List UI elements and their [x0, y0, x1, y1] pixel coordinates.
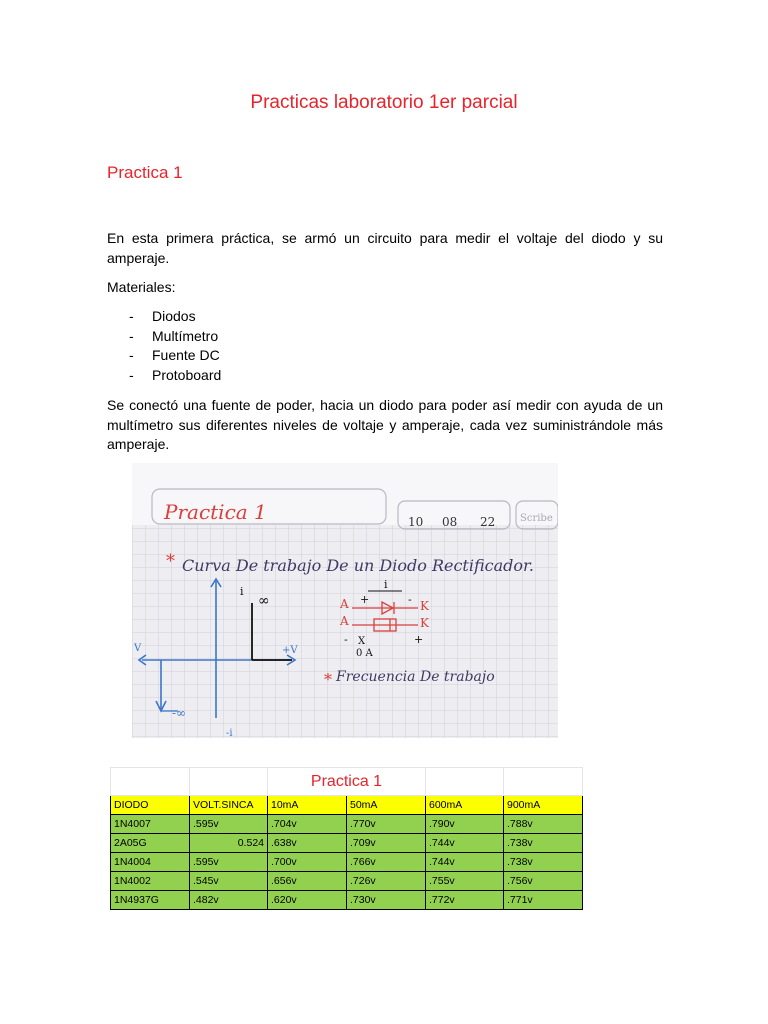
- photo-date-day: 10: [408, 515, 424, 529]
- table-cell: 2A05G: [111, 834, 190, 853]
- photo-star-icon: *: [166, 551, 175, 572]
- photo-label-inf-bottom: -∞: [172, 706, 187, 720]
- table-cell: .770v: [347, 815, 426, 834]
- circuit-i: i: [384, 578, 388, 591]
- table-cell: .788v: [504, 815, 583, 834]
- photo-stamp: Scribe: [520, 513, 553, 524]
- circuit-x: X: [358, 636, 366, 647]
- circuit-plus2: +: [414, 633, 424, 646]
- photo-line1: Curva De trabajo De un Diodo Rectificador.: [182, 556, 534, 575]
- results-table: [110, 767, 583, 910]
- photo-date-month: 08: [442, 515, 458, 529]
- notebook-photo: [132, 463, 558, 738]
- table-cell: .595v: [190, 853, 268, 872]
- table-row: [111, 815, 583, 834]
- table-row: [111, 872, 583, 891]
- intro-paragraph: En esta primera práctica, se armó un circuito para medir el voltaje del diodo y su amperaje.: [107, 230, 663, 266]
- table-cell: .790v: [426, 815, 504, 834]
- column-header: 600mA: [426, 796, 504, 815]
- table-cell: .656v: [268, 872, 347, 891]
- column-header: 10mA: [268, 796, 347, 815]
- photo-label-inf-top: ∞: [258, 593, 270, 609]
- photo-label-v-right: +V: [282, 645, 298, 656]
- table-cell: .638v: [268, 834, 347, 853]
- table-cell: .482v: [190, 891, 268, 910]
- circuit-zero-a: 0 A: [356, 648, 373, 659]
- table-cell: .620v: [268, 891, 347, 910]
- table-cell: .771v: [504, 891, 583, 910]
- table-cell: .709v: [347, 834, 426, 853]
- section-heading: Practica 1: [107, 163, 183, 182]
- list-item: - Fuente DC: [129, 347, 220, 363]
- photo-label-i-bottom: -i: [226, 728, 233, 738]
- circuit-plus: +: [360, 593, 370, 606]
- table-cell: 1N4002: [111, 872, 190, 891]
- circuit-k2: K: [420, 616, 429, 630]
- photo-header-text: Practica 1: [164, 500, 267, 524]
- table-row: [111, 853, 583, 872]
- circuit-k1: K: [420, 599, 429, 613]
- table-row: [111, 834, 583, 853]
- procedure-paragraph: Se conectó una fuente de poder, hacia un diodo para poder así medir con ayuda de un multímetro sus diferentes niveles de voltaje y amperaje, cada vez suministrándole más amperaje.: [107, 397, 663, 452]
- table-cell: 1N4007: [111, 815, 190, 834]
- table-cell: .756v: [504, 872, 583, 891]
- table-cell: .744v: [426, 834, 504, 853]
- table-header-row: [111, 796, 583, 815]
- table-title-row: [111, 768, 583, 796]
- circuit-minus2: -: [344, 633, 348, 646]
- table-row: [111, 891, 583, 910]
- column-header: VOLT.SINCA: [190, 796, 268, 815]
- circuit-a2: A: [340, 614, 349, 628]
- table-cell: .726v: [347, 872, 426, 891]
- column-header: 50mA: [347, 796, 426, 815]
- table-title: Practica 1: [268, 768, 426, 796]
- table-cell: .772v: [426, 891, 504, 910]
- materials-list: [107, 307, 221, 385]
- circuit-minus: -: [408, 593, 412, 606]
- table-cell: .738v: [504, 853, 583, 872]
- table-cell: .545v: [190, 872, 268, 891]
- list-item: - Diodos: [129, 308, 196, 324]
- table-cell: .738v: [504, 834, 583, 853]
- table-cell: .730v: [347, 891, 426, 910]
- table-cell: .595v: [190, 815, 268, 834]
- table-cell: 1N4004: [111, 853, 190, 872]
- materials-label: Materiales:: [107, 279, 176, 295]
- column-header: 900mA: [504, 796, 583, 815]
- photo-line2: Frecuencia De trabajo: [336, 669, 495, 685]
- list-item: - Protoboard: [129, 366, 222, 383]
- photo-label-i-top: i: [240, 585, 244, 598]
- list-item: - Multímetro: [129, 327, 219, 344]
- photo-date-year: 22: [480, 515, 496, 529]
- photo-star-icon-2: *: [324, 670, 332, 689]
- table-cell: .755v: [426, 872, 504, 891]
- table-cell: .766v: [347, 853, 426, 872]
- table-cell: .700v: [268, 853, 347, 872]
- table-cell: 0.524: [190, 834, 268, 853]
- circuit-a1: A: [340, 597, 349, 611]
- photo-label-v-left: V: [134, 643, 142, 654]
- table-cell: .744v: [426, 853, 504, 872]
- table-cell: 1N4937G: [111, 891, 190, 910]
- column-header: DIODO: [111, 796, 190, 815]
- table-cell: .704v: [268, 815, 347, 834]
- document-title: Practicas laboratorio 1er parcial: [250, 92, 518, 113]
